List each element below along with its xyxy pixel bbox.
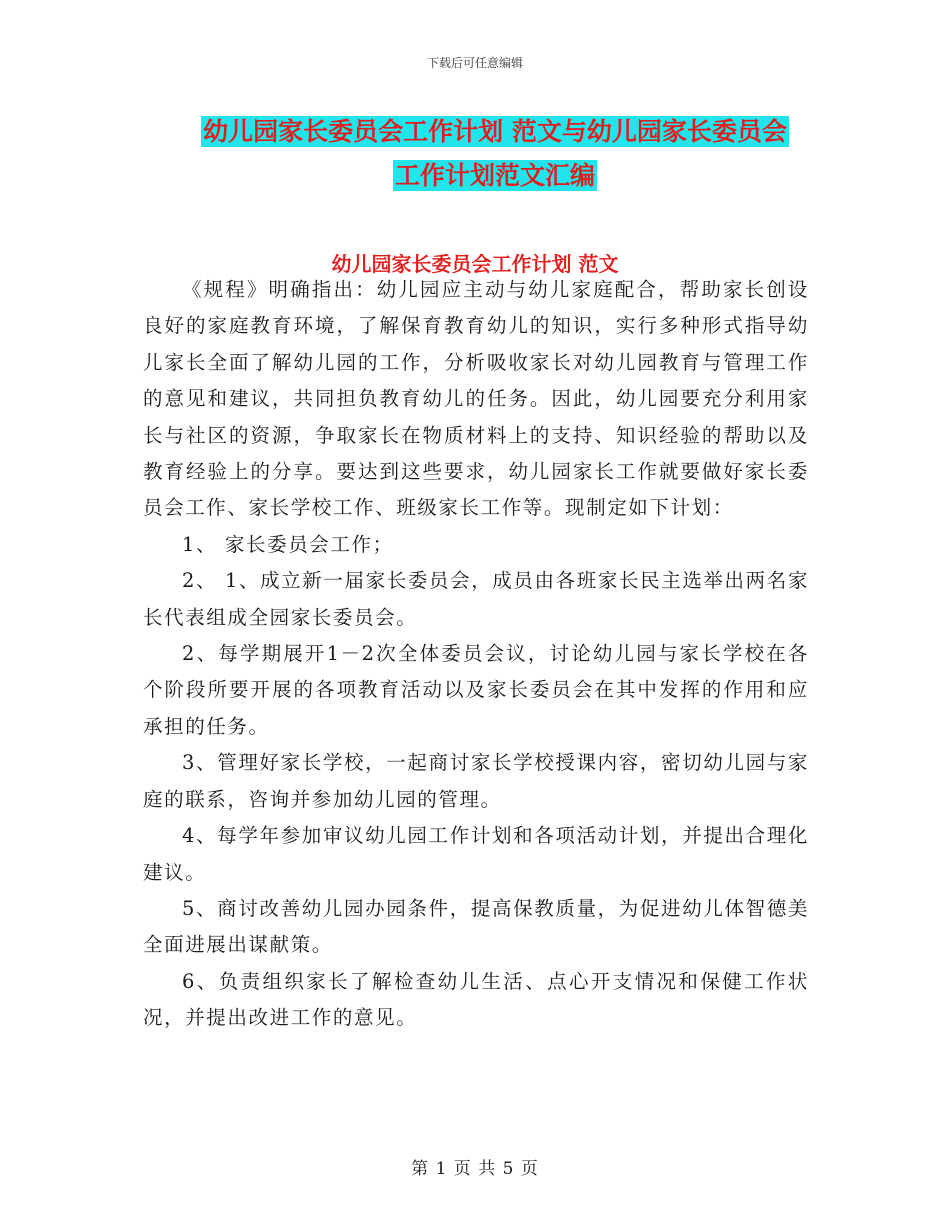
page-number-footer: 第 1 页 共 5 页 <box>411 1159 539 1179</box>
paragraph-intro: 《规程》明确指出：幼儿园应主动与幼儿家庭配合，帮助家长创设良好的家庭教育环境，了解保育教育幼儿的知识，实行多种形式指导幼儿家长全面了解幼儿园的工作，分析吸收家长对幼儿园教育与管理工作的意见和建议，共同担负教育幼儿的任务。因此，幼儿园要充分利用家长与社区的资源，争取家长在物质材料上的支持、知识经验的帮助以及教育经验上的分享。要达到这些要求，幼儿园家长工作就要做好家长委员会工作、家长学校工作、班级家长工作等。现制定如下计划： <box>143 278 809 520</box>
title-line-1: 幼儿园家长委员会工作计划 范文与幼儿园家长委员会 <box>203 117 787 146</box>
paragraph-item: 2、 1、成立新一届家长委员会，成员由各班家长民主选举出两名家长代表组成全园家长委员会。 <box>143 569 809 629</box>
body-text <box>143 272 809 1037</box>
section-title: 幼儿园家长委员会工作计划 范文 <box>331 252 619 276</box>
document-title <box>140 110 850 198</box>
paragraph-item: 6、负责组织家长了解检查幼儿生活、点心开支情况和保健工作状况，并提出改进工作的意见。 <box>143 969 809 1030</box>
paragraph-item: 4、每学年参加审议幼儿园工作计划和各项活动计划，并提出合理化建议。 <box>143 824 809 884</box>
paragraph-item: 5、商讨改善幼儿园办园条件，提高保教质量，为促进幼儿体智德美全面进展出谋献策。 <box>143 896 809 957</box>
header-note: 下载后可任意编辑 <box>426 56 523 70</box>
paragraph-item: 2、每学期展开1－2次全体委员会议，讨论幼儿园与家长学校在各个阶段所要开展的各项教育活动以及家长委员会在其中发挥的作用和应承担的任务。 <box>143 642 809 738</box>
title-line-2: 工作计划范文汇编 <box>394 161 595 190</box>
paragraph-item: 3、管理好家长学校，一起商讨家长学校授课内容，密切幼儿园与家庭的联系，咨询并参加幼儿园的管理。 <box>143 751 809 811</box>
paragraph-item: 1、 家长委员会工作； <box>182 532 394 556</box>
